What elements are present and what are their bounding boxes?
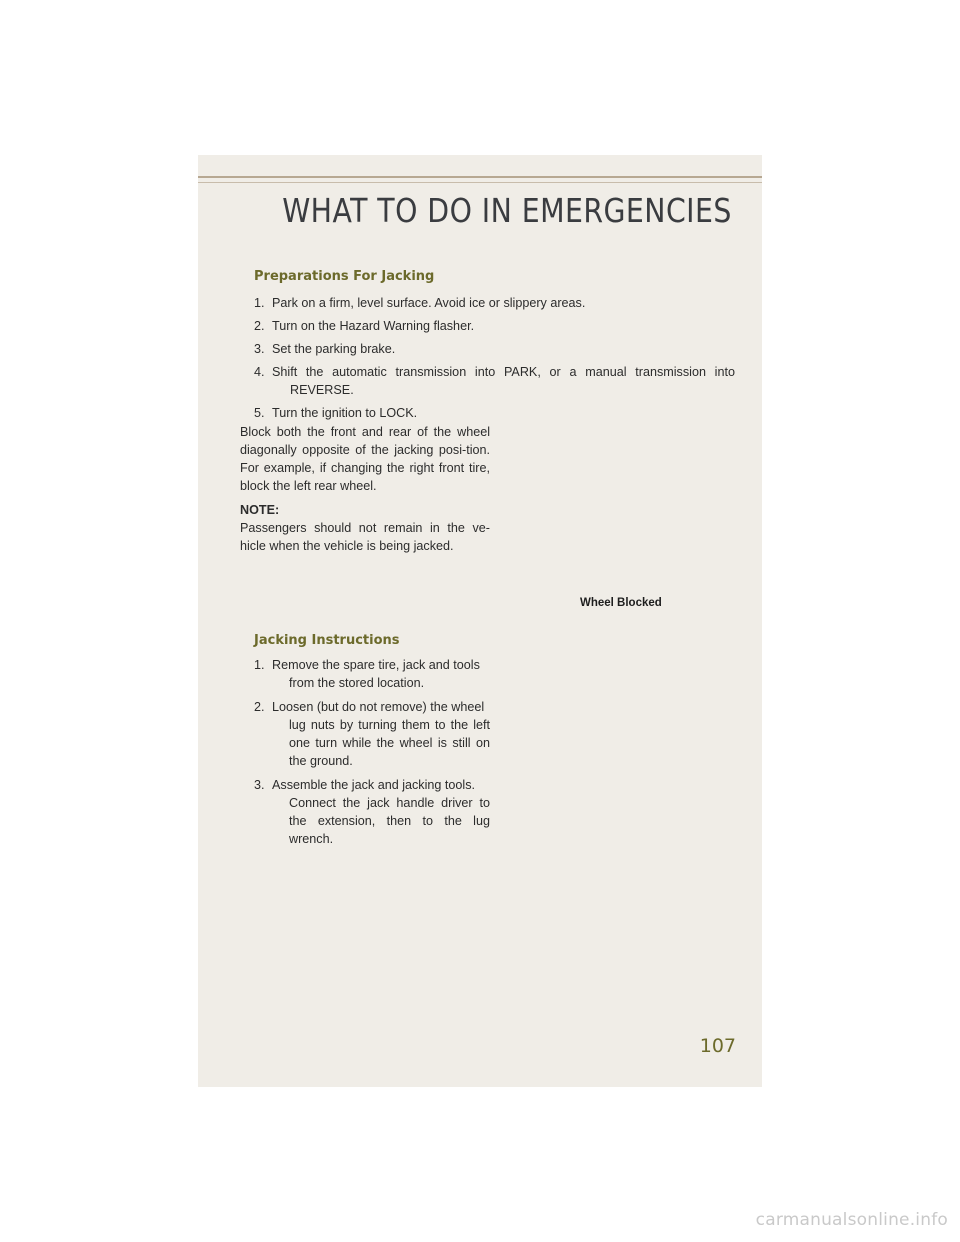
note-block bbox=[240, 501, 490, 555]
step-text: Loosen (but do not remove) the wheel bbox=[272, 700, 485, 714]
section-title-preparations: Preparations For Jacking bbox=[254, 269, 435, 284]
step-text-continued: from the stored location. bbox=[289, 676, 425, 690]
step-text-continued: REVERSE. bbox=[290, 383, 354, 397]
list-item bbox=[254, 776, 490, 848]
list-item bbox=[254, 363, 735, 399]
step-number: 4. bbox=[254, 365, 265, 379]
list-item bbox=[254, 404, 735, 422]
step-number: 5. bbox=[254, 406, 265, 420]
blocking-paragraph: Block both the front and rear of the wheel diagonally opposite of the jacking posi-tion. For example, if changing the right front tire, block the left rear wheel. bbox=[240, 425, 490, 493]
step-text: Park on a firm, level surface. Avoid ice or slippery areas. bbox=[272, 296, 586, 310]
jacking-steps-list bbox=[254, 656, 490, 854]
header-rule-top bbox=[198, 176, 762, 178]
step-text: Turn the ignition to LOCK. bbox=[272, 406, 418, 420]
list-item bbox=[254, 317, 735, 335]
list-item bbox=[254, 294, 735, 312]
section-title-jacking: Jacking Instructions bbox=[254, 633, 400, 648]
note-label: NOTE: bbox=[240, 503, 280, 517]
step-text: Set the parking brake. bbox=[272, 342, 396, 356]
header-rule-bottom bbox=[198, 182, 762, 183]
step-number: 1. bbox=[254, 658, 265, 672]
step-text: Turn on the Hazard Warning flasher. bbox=[272, 319, 475, 333]
step-number: 2. bbox=[254, 700, 265, 714]
list-item bbox=[254, 698, 490, 770]
step-text-continued: Connect the jack handle driver to the extension, then to the lug wrench. bbox=[289, 796, 490, 846]
step-number: 2. bbox=[254, 319, 265, 333]
step-text-continued: lug nuts by turning them to the left one turn while the wheel is still on the ground. bbox=[289, 718, 490, 768]
watermark-text: carmanualsonline.info bbox=[755, 1210, 948, 1230]
chapter-title: WHAT TO DO IN EMERGENCIES bbox=[282, 191, 732, 230]
step-text: Remove the spare tire, jack and tools bbox=[272, 658, 480, 672]
step-number: 3. bbox=[254, 778, 265, 792]
note-text: Passengers should not remain in the ve-hicle when the vehicle is being jacked. bbox=[240, 521, 490, 553]
step-number: 3. bbox=[254, 342, 265, 356]
figure-caption: Wheel Blocked bbox=[580, 597, 662, 609]
manual-page bbox=[198, 155, 762, 1087]
preparation-steps-list bbox=[254, 294, 735, 427]
page-number: 107 bbox=[699, 1035, 736, 1057]
list-item bbox=[254, 656, 490, 692]
step-number: 1. bbox=[254, 296, 265, 310]
step-text: Shift the automatic transmission into PARK, or a manual transmission into bbox=[272, 365, 735, 379]
list-item bbox=[254, 340, 735, 358]
step-text: Assemble the jack and jacking tools. bbox=[272, 778, 476, 792]
